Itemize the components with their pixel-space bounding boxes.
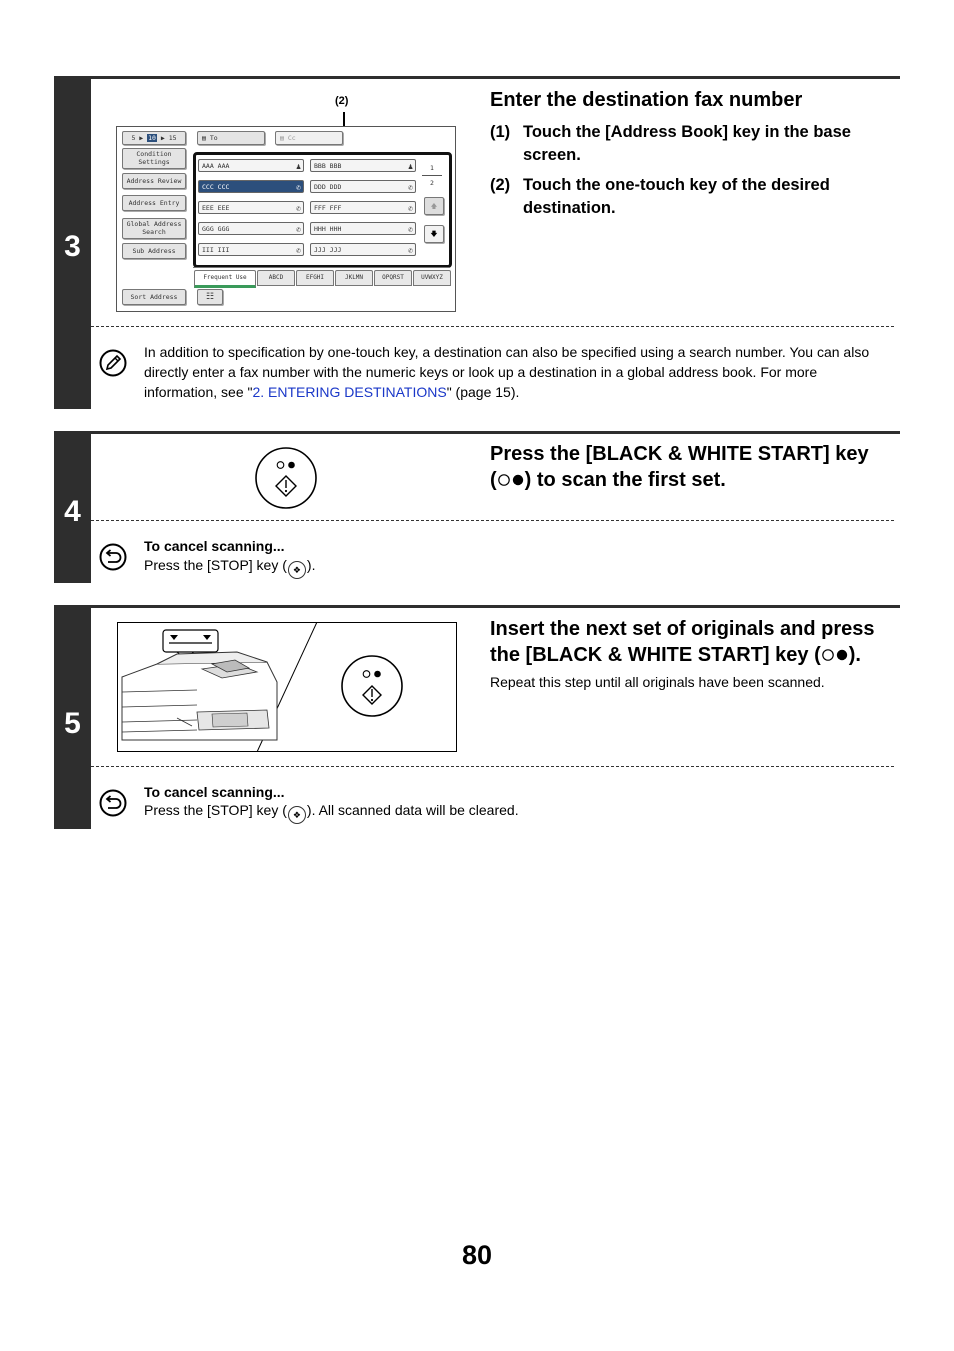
copier-illustration <box>117 622 457 752</box>
step-title-line: ( ) to scan the first set. <box>490 469 726 491</box>
step-number: 5 <box>64 707 81 740</box>
condition-settings-label: Condition Settings <box>136 150 172 166</box>
condition-settings-button[interactable] <box>122 148 186 169</box>
dashed-divider <box>91 520 894 521</box>
callout-label: (2) <box>335 95 349 107</box>
scroll-up-button[interactable] <box>424 197 444 215</box>
stop-key-icon: ❖ <box>288 806 306 824</box>
one-touch-key[interactable]: JJJ JJJ ✆ <box>310 243 416 256</box>
one-touch-key[interactable]: III III ✆ <box>198 243 304 256</box>
counter-current: 10 <box>148 134 156 142</box>
cancel-heading: To cancel scanning... <box>144 538 285 554</box>
arrow-up-icon: 🡅 <box>430 202 438 210</box>
one-touch-key[interactable]: BBB BBB ♟ <box>310 159 416 172</box>
step-title-line: Press the [BLACK & WHITE START] key <box>490 443 869 465</box>
address-entry-button[interactable] <box>122 195 186 211</box>
entering-destinations-link[interactable]: 2. ENTERING DESTINATIONS <box>252 384 447 400</box>
cc-icon: ▤ <box>280 134 284 142</box>
one-touch-key[interactable]: EEE EEE ✆ <box>198 201 304 214</box>
page-total: 2 <box>430 179 434 187</box>
step-title <box>490 441 890 493</box>
phone-icon: ✆ <box>408 183 413 192</box>
step-title: Enter the destination fax number <box>490 89 803 111</box>
sub-address-button[interactable] <box>122 243 186 259</box>
tab-jklmn[interactable]: JKLMN <box>335 270 373 286</box>
counter-value: 15 <box>168 134 177 142</box>
cancel-return-icon <box>99 543 127 571</box>
pencil-note-icon <box>99 349 127 377</box>
step-title <box>490 616 900 668</box>
address-review-label: Address Review <box>126 177 182 185</box>
scroll-down-button[interactable] <box>424 225 444 243</box>
one-touch-key-selected[interactable]: CCC CCC ✆ <box>198 180 304 193</box>
global-address-search-label: Global Address Search <box>126 220 182 236</box>
tab-efghi[interactable]: EFGHI <box>296 270 334 286</box>
to-icon: ▤ <box>202 134 206 142</box>
step-number: 3 <box>64 230 81 263</box>
sub-address-label: Sub Address <box>132 247 176 255</box>
tab-opqrst[interactable]: OPQRST <box>374 270 412 286</box>
one-touch-key[interactable]: HHH HHH ✆ <box>310 222 416 235</box>
global-address-search-button[interactable] <box>122 218 186 239</box>
instruction-number: (1) <box>490 123 511 141</box>
address-icon-button[interactable] <box>197 289 223 305</box>
bw-start-icon <box>821 644 849 666</box>
step-title-line: the [BLACK & WHITE START] key ( ). <box>490 644 861 666</box>
one-touch-key[interactable]: DDD DDD ✆ <box>310 180 416 193</box>
cancel-return-icon <box>99 789 127 817</box>
tab-frequent-use[interactable]: Frequent Use <box>194 270 256 288</box>
address-review-button[interactable] <box>122 173 186 189</box>
page-counter: 5 ▶ 10 ▶ 15 <box>122 131 186 145</box>
group-icon: ♟ <box>408 162 413 171</box>
step-body: Repeat this step until all originals have been scanned. <box>490 674 825 690</box>
cancel-text: Press the [STOP] key ( ❖ ). <box>144 557 315 579</box>
address-list-icon: ☷ <box>205 292 215 302</box>
dashed-divider <box>91 326 894 327</box>
one-touch-key[interactable]: GGG GGG ✆ <box>198 222 304 235</box>
phone-icon: ✆ <box>296 246 301 255</box>
sort-address-label: Sort Address <box>130 293 178 301</box>
cc-button[interactable] <box>275 131 343 145</box>
step-top-rule <box>91 76 900 79</box>
sort-address-button[interactable] <box>122 289 186 305</box>
instruction-text: Touch the [Address Book] key in the base screen. <box>523 123 851 164</box>
start-key-icon <box>254 446 318 510</box>
page-indicator <box>422 161 442 190</box>
phone-icon: ✆ <box>408 225 413 234</box>
stop-key-icon: ❖ <box>288 561 306 579</box>
address-book-screen <box>116 126 456 312</box>
note-text: In addition to specification by one-touch key, a destination can also be specified using a search number. You can also directly enter a fax number with the numeric keys or look up a destination in a global address book. For more information, see "2. ENTERING DESTINATIONS" (page 15). <box>144 344 870 400</box>
to-label: To <box>209 134 218 142</box>
phone-icon: ✆ <box>408 246 413 255</box>
one-touch-key[interactable]: AAA AAA ♟ <box>198 159 304 172</box>
tab-rule <box>193 267 450 268</box>
address-entry-label: Address Entry <box>128 199 180 207</box>
page-current: 1 <box>422 161 442 176</box>
step-number: 4 <box>64 495 81 528</box>
bw-start-icon <box>497 469 525 491</box>
step-top-rule <box>91 605 900 608</box>
tab-abcd[interactable]: ABCD <box>257 270 295 286</box>
instruction-number: (2) <box>490 176 511 194</box>
phone-icon: ✆ <box>296 225 301 234</box>
one-touch-key[interactable]: FFF FFF ✆ <box>310 201 416 214</box>
instruction-text: Touch the one-touch key of the desired destination. <box>523 176 830 217</box>
cc-label: Cc <box>287 134 296 142</box>
page-number: 80 <box>461 1240 493 1270</box>
step-top-rule <box>91 431 900 434</box>
group-icon: ♟ <box>296 162 301 171</box>
arrow-down-icon: 🡇 <box>430 230 438 238</box>
to-button[interactable] <box>197 131 265 145</box>
step-title-line: Insert the next set of originals and press <box>490 618 875 640</box>
tab-uvwxyz[interactable]: UVWXYZ <box>413 270 451 286</box>
phone-icon: ✆ <box>296 183 301 192</box>
cancel-text: Press the [STOP] key ( ❖ ). All scanned data will be cleared. <box>144 802 519 824</box>
cancel-heading: To cancel scanning... <box>144 784 285 800</box>
phone-icon: ✆ <box>296 204 301 213</box>
phone-icon: ✆ <box>408 204 413 213</box>
dashed-divider <box>91 766 894 767</box>
counter-value: 5 <box>131 134 136 142</box>
